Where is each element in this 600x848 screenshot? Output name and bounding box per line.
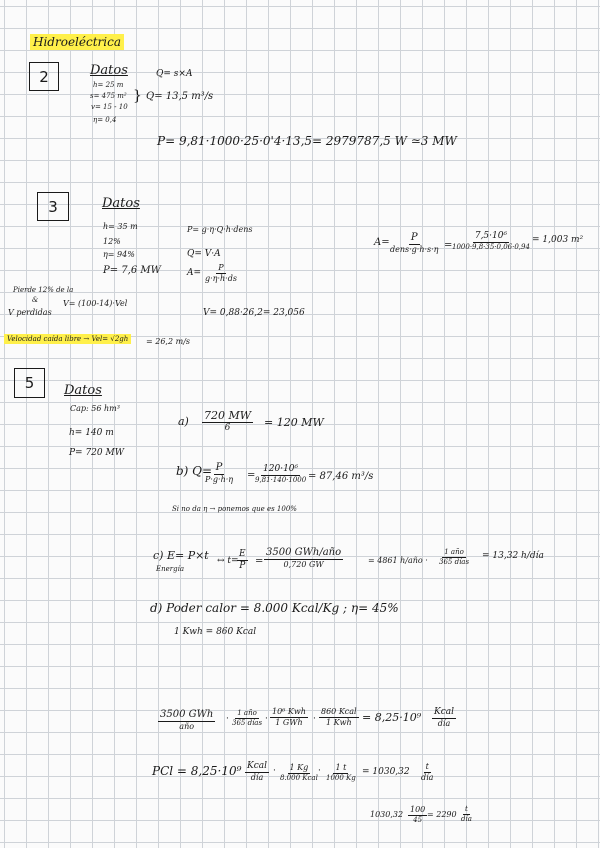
calc2-frac-a-num: Kcal	[247, 761, 268, 771]
ex5-b-fraction-num: P	[215, 462, 223, 473]
page-title-text: Hidroeléctrica	[30, 34, 124, 50]
calc2-dot-2: ·	[318, 766, 321, 776]
calc2-result: = 1030,32	[362, 767, 410, 777]
calc1-frac-c-num: 10⁶ Kwh	[272, 707, 306, 716]
ex3-area-values-num: 7,5·10⁶	[474, 231, 508, 241]
calc2-result-unit-num: t	[425, 762, 429, 771]
exercise-5-number-box	[14, 368, 45, 398]
ex5-c-year-den: 365 días	[439, 558, 470, 566]
ex5-b-label: b) Q=	[176, 464, 213, 478]
ex5-a-result: = 120 MW	[264, 416, 324, 429]
exercise-3-number-box	[37, 192, 69, 221]
ex5-c-year-num: 1 año	[444, 548, 464, 556]
ex5-c-fraction	[237, 550, 248, 571]
calc1-frac-c	[270, 708, 308, 727]
ex3-area-fraction	[390, 233, 438, 254]
ex5-c-fraction-num: E	[239, 549, 246, 559]
calc1-frac-b-num: 1 año	[237, 709, 257, 717]
ex2-given-2: s= 475 m²	[90, 92, 127, 100]
calc3-frac-num: 100	[410, 805, 426, 814]
exercise-3-number: 3	[48, 197, 58, 216]
ex3-a-fraction	[205, 264, 237, 283]
calc1-frac-b-den: 365 días	[232, 719, 263, 727]
ex3-area-result: = 1,003 m²	[532, 235, 584, 245]
calc2-frac-c-num: 1 t	[335, 763, 347, 772]
ex3-datos-heading: Datos	[102, 196, 140, 211]
ex2-power-result: P= 9,81·1000·25·0'4·13,5= 2979787,5 W ≃3 MW	[157, 134, 457, 148]
calc1-result-unit-den: día	[437, 719, 451, 728]
calc1-frac-d-den: 1 Kwh	[326, 718, 352, 727]
ex3-area-values-den: 1000·9,8·35·0,06·0,94	[452, 243, 530, 251]
ex3-a-lhs: A=	[187, 268, 202, 278]
ex3-area-fraction-num: P	[410, 232, 418, 243]
ex2-given-1: h= 25 m	[93, 81, 124, 89]
page-title	[30, 36, 124, 48]
ex5-c-values-num: 3500 GWh/año	[266, 547, 342, 558]
ex3-p-formula: P= g·η·Q·h·dens	[187, 225, 253, 234]
ex5-b-note: Si no da η → ponemos que es 100%	[172, 505, 297, 513]
calc1-frac-a	[158, 710, 215, 731]
ex3-v-result: V= 0,88·26,2= 23,056	[203, 308, 305, 318]
calc2-result-unit	[421, 763, 433, 782]
ex3-side-note-2: &	[32, 296, 39, 304]
ex3-a-fraction-num: P	[218, 263, 224, 272]
calc2-frac-b-den: 8.000 Kcal	[280, 774, 318, 782]
ex2-datos-heading: Datos	[90, 63, 128, 78]
calc2-lhs: PCl = 8,25·10⁹	[152, 764, 242, 778]
calc3-result-unit-den: día	[461, 815, 472, 823]
calc1-dot-1: ·	[226, 714, 229, 724]
calc1-frac-c-den: 1 GWh	[275, 718, 303, 727]
ex5-a-label: a)	[178, 415, 189, 428]
ex5-b-eq: =	[247, 470, 256, 481]
ex5-datos-heading: Datos	[64, 383, 102, 398]
calc3-result-unit-num: t	[465, 805, 468, 813]
ex3-given-1: h= 35 m	[103, 222, 138, 231]
ex3-area-lhs: A=	[374, 237, 390, 248]
ex5-b-values-den: 9,81·140·1000	[255, 476, 307, 484]
ex3-side-note-1: Pierde 12% de la	[13, 286, 74, 294]
ex3-area-eq: =	[444, 240, 453, 251]
exercise-2-number-box	[29, 62, 59, 91]
calc1-frac-d-num: 860 Kcal	[321, 707, 357, 716]
calc2-frac-c-den: 1000 Kg	[326, 774, 356, 782]
ex5-b-result: = 87,46 m³/s	[308, 471, 374, 482]
calc1-frac-d	[319, 708, 359, 727]
calc2-frac-b-num: 1 Kg	[289, 763, 309, 772]
calc1-dot-3: ·	[313, 714, 316, 724]
ex5-c-result: = 13,32 h/día	[482, 551, 544, 561]
ex3-given-4: P= 7,6 MW	[103, 265, 161, 276]
calc1-result: = 8,25·10⁹	[362, 711, 422, 724]
ex5-b-values-num: 120·10⁶	[263, 464, 299, 474]
calc1-frac-a-num: 3500 GWh	[160, 709, 214, 720]
ex5-c-mid: = 4861 h/año ·	[368, 556, 428, 565]
ex5-d-label: d) Poder calor = 8.000 Kcal/Kg ; η= 45%	[150, 601, 399, 615]
ex5-a-fraction-den: 6	[224, 423, 231, 433]
ex3-a-fraction-den: g·η·h·ds	[205, 274, 237, 283]
calc1-frac-b	[232, 710, 262, 727]
ex5-given-1: Cap: 56 hm³	[70, 404, 120, 413]
ex5-given-2: h= 140 m	[69, 428, 114, 438]
ex3-q-formula: Q= V·A	[187, 249, 221, 259]
ex5-a-fraction	[202, 410, 253, 433]
calc1-result-unit	[432, 708, 456, 728]
calc2-result-unit-den: día	[421, 773, 434, 782]
ex5-c-arrow: ↔ t=	[217, 556, 239, 566]
ex5-b-fraction-den: P·g·h·η	[205, 475, 234, 484]
ex5-c-label: c) E= P×t	[153, 549, 209, 562]
ex3-velocity-label	[4, 336, 131, 343]
ex3-side-note-3: V perdidas	[8, 308, 52, 317]
ex2-given-3: v= 15 - 10	[91, 103, 128, 111]
ex5-a-fraction-num: 720 MW	[204, 409, 252, 422]
calc1-dot-2: ·	[265, 714, 268, 724]
calc3-result-unit	[461, 806, 472, 823]
calc1-result-unit-num: Kcal	[434, 707, 455, 717]
exercise-2-number: 2	[39, 67, 49, 86]
ex5-b-fraction	[205, 463, 233, 484]
ex2-given-4: η= 0,4	[93, 116, 117, 124]
ex5-c-fraction-year	[439, 549, 469, 566]
ex5-d-conversion: 1 Kwh = 860 Kcal	[174, 627, 257, 637]
ex5-c-fraction-values	[264, 548, 343, 569]
calc3-frac	[408, 806, 427, 824]
ex2-q-value: Q= 13,5 m³/s	[146, 91, 214, 102]
ex3-area-fraction-den: dens·g·h·s·η	[390, 245, 439, 254]
ex3-area-fraction-values	[452, 232, 530, 251]
ex3-given-3: η= 94%	[103, 250, 135, 259]
calc2-dot-1: ·	[273, 766, 276, 776]
calc2-frac-a	[245, 762, 269, 782]
calc3-frac-den: 45	[413, 816, 423, 824]
ex2-q-equation: Q= s×A	[156, 69, 193, 79]
ex3-velocity-label-text: Velocidad caída libre → Vel= √2gh	[4, 334, 131, 344]
calc3-result: = 2290	[427, 810, 457, 819]
calc2-frac-b	[280, 764, 318, 782]
ex5-c-eq: =	[255, 556, 264, 567]
ex3-velocity-result: = 26,2 m/s	[146, 337, 190, 346]
calc3-lhs: 1030,32	[370, 810, 404, 819]
calc2-frac-c	[326, 764, 356, 782]
ex5-c-fraction-den: P	[239, 561, 246, 571]
ex5-b-fraction-values	[255, 465, 306, 484]
ex5-c-sub: Energía	[156, 565, 184, 573]
ex2-brace: }	[133, 88, 142, 104]
ex5-given-3: P= 720 MW	[69, 448, 124, 458]
ex5-c-values-den: 0,720 GW	[283, 560, 324, 569]
ex3-given-2: 12%	[103, 237, 121, 246]
exercise-5-number: 5	[24, 374, 35, 392]
calc2-frac-a-den: día	[250, 773, 264, 782]
calc1-frac-a-den: año	[179, 722, 195, 731]
ex3-v-formula: V= (100-14)·Vel	[63, 299, 128, 308]
